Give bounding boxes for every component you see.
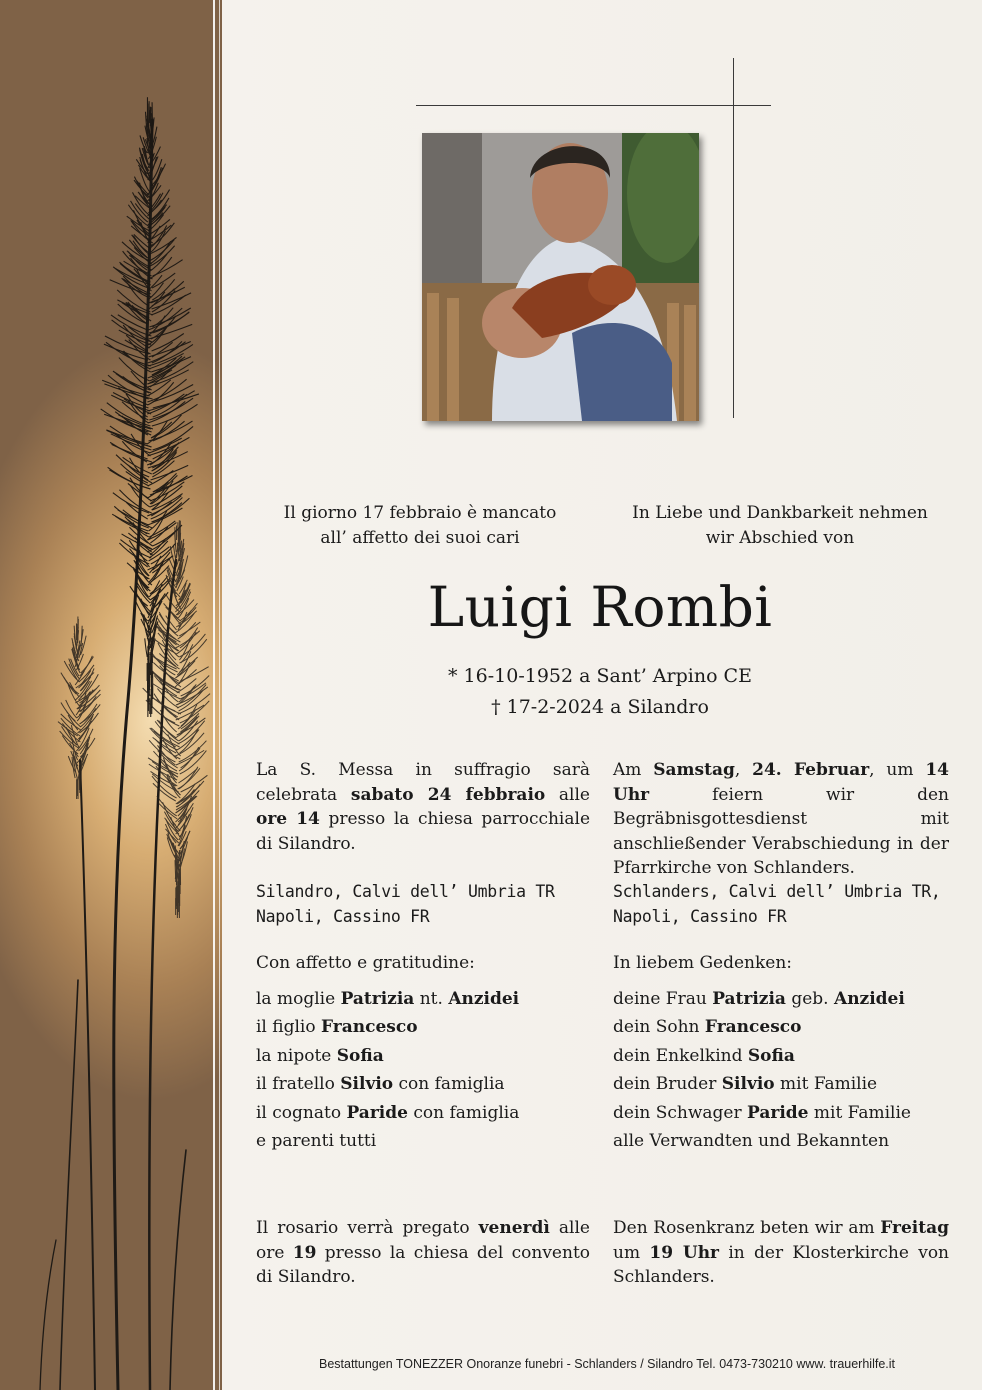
text: alle ore bbox=[256, 1218, 590, 1263]
mourner-relation: deine Frau bbox=[613, 989, 713, 1009]
bold-text: ore 14 bbox=[256, 809, 320, 829]
rosary-italian bbox=[256, 1216, 590, 1290]
mourners-list-italian bbox=[256, 985, 590, 1155]
band-divider-line bbox=[213, 0, 215, 1390]
mourner-relation: mit Familie bbox=[808, 1102, 911, 1123]
bold-text: Samstag bbox=[653, 760, 735, 780]
mourner-line bbox=[613, 1070, 949, 1098]
mourner-line bbox=[613, 1127, 949, 1155]
mourner-name: Patrizia bbox=[340, 989, 415, 1009]
mass-german bbox=[613, 758, 949, 881]
text: La S. Messa in suffragio sarà celebrata bbox=[256, 760, 590, 805]
mourner-line bbox=[256, 1013, 590, 1041]
mourner-name: Anzidei bbox=[834, 989, 905, 1009]
cross-horizontal-line bbox=[416, 105, 771, 106]
bold-text: sabato 24 febbraio bbox=[350, 784, 546, 805]
death-date: † 17-2-2024 a Silandro bbox=[491, 696, 709, 718]
mourner-line bbox=[613, 1099, 949, 1127]
mourner-relation: il fratello bbox=[256, 1074, 341, 1095]
mourner-name: Patrizia bbox=[712, 989, 786, 1009]
mourner-name: Silvio bbox=[340, 1074, 394, 1095]
mourner-relation: dein Bruder bbox=[613, 1074, 722, 1095]
bold-text: 19 Uhr bbox=[649, 1242, 720, 1263]
rosary-german bbox=[613, 1216, 949, 1290]
text: Il rosario verrà pregato bbox=[256, 1218, 479, 1238]
intro-italian-line: Il giorno 17 febbraio è mancato bbox=[283, 503, 557, 523]
mourner-name: Francesco bbox=[704, 1017, 802, 1038]
bold-text: venerdì bbox=[478, 1218, 550, 1238]
mourners-heading-german: In liebem Gedenken: bbox=[613, 953, 793, 973]
mourner-relation: e parenti tutti bbox=[256, 1130, 377, 1151]
text: um bbox=[613, 1242, 650, 1263]
intro-german-line: wir Abschied von bbox=[705, 528, 855, 548]
bold-text: Freitag bbox=[880, 1218, 949, 1238]
intro-italian-line: all’ affetto dei suoi cari bbox=[320, 528, 520, 548]
mourner-relation: il cognato bbox=[256, 1102, 347, 1123]
mourner-name: Paride bbox=[747, 1102, 809, 1123]
mourner-line bbox=[613, 1042, 949, 1070]
mass-italian bbox=[256, 758, 590, 856]
text: alle bbox=[545, 784, 590, 805]
text: feiern wir den Begräbnisgottesdienst mit anschließender Verabschiedung in der Pfarrkirche von Schlanders. bbox=[613, 784, 949, 878]
mourner-relation: nt. bbox=[414, 989, 449, 1009]
bold-text: 24. Februar bbox=[752, 760, 870, 780]
mourner-line bbox=[613, 985, 949, 1013]
text: , um bbox=[869, 760, 926, 780]
places-line: Napoli, Cassino FR bbox=[613, 906, 787, 926]
mourner-line bbox=[256, 1099, 590, 1127]
text: , bbox=[734, 760, 753, 780]
funeral-home-footer: Bestattungen TONEZZER Onoranze funebri - Schlanders / Silandro Tel. 0473-730210 www. trauerhilfe.it bbox=[318, 1357, 895, 1371]
mourner-relation: dein Sohn bbox=[613, 1017, 705, 1038]
mourner-line bbox=[256, 985, 590, 1013]
mourner-line bbox=[256, 1070, 590, 1098]
intro-italian bbox=[270, 501, 570, 551]
places-line: Silandro, Calvi dell’ Umbria TR bbox=[256, 882, 555, 901]
text: Am bbox=[613, 760, 654, 780]
intro-german bbox=[620, 501, 940, 551]
intro-german-line: In Liebe und Dankbarkeit nehmen bbox=[632, 503, 928, 523]
mourner-name: Paride bbox=[346, 1102, 408, 1123]
cross-vertical-line bbox=[733, 58, 734, 418]
mourners-heading-italian: Con affetto e gratitudine: bbox=[256, 953, 475, 973]
text: in der Klosterkirche von Schlanders. bbox=[613, 1242, 949, 1287]
deceased-name: Luigi Rombi bbox=[427, 575, 773, 639]
places-line: Napoli, Cassino FR bbox=[256, 906, 430, 926]
mourner-name: Francesco bbox=[321, 1017, 418, 1038]
bold-text: 14 Uhr bbox=[613, 760, 949, 805]
mourner-relation: con famiglia bbox=[407, 1102, 520, 1123]
mourners-list-german bbox=[613, 985, 949, 1155]
mourner-relation: con famiglia bbox=[393, 1074, 505, 1095]
places-line: Schlanders, Calvi dell’ Umbria TR, bbox=[613, 882, 941, 901]
pampas-grass-illustration bbox=[0, 0, 222, 1390]
mourner-relation: dein Schwager bbox=[613, 1102, 748, 1123]
mourner-line bbox=[256, 1042, 590, 1070]
mourner-name: Sofia bbox=[336, 1045, 384, 1066]
life-dates bbox=[350, 661, 850, 723]
mourner-relation: geb. bbox=[785, 989, 834, 1009]
mourner-relation: il figlio bbox=[256, 1017, 322, 1038]
mourner-relation: alle Verwandten und Bekannten bbox=[613, 1130, 890, 1151]
mourner-name: Anzidei bbox=[448, 989, 520, 1009]
mourner-relation: la moglie bbox=[256, 989, 341, 1009]
text: Den Rosenkranz beten wir am bbox=[613, 1218, 881, 1238]
band-divider-line-thin bbox=[219, 0, 220, 1390]
mourner-name: Silvio bbox=[721, 1074, 775, 1095]
mourner-line bbox=[256, 1127, 590, 1155]
mourner-name: Sofia bbox=[747, 1045, 795, 1066]
text: presso la chiesa del convento di Silandro. bbox=[256, 1242, 591, 1287]
places-italian bbox=[256, 880, 590, 929]
bold-text: 19 bbox=[292, 1242, 317, 1263]
places-german bbox=[613, 880, 949, 929]
portrait-photo bbox=[422, 133, 699, 421]
text: presso la chiesa parrocchiale di Silandro. bbox=[256, 809, 590, 854]
birth-date: * 16-10-1952 a Sant’ Arpino CE bbox=[448, 665, 752, 687]
mourner-line bbox=[613, 1013, 949, 1041]
mourner-relation: la nipote bbox=[256, 1045, 337, 1066]
mourner-relation: dein Enkelkind bbox=[613, 1045, 748, 1066]
mourner-relation: mit Familie bbox=[774, 1074, 878, 1095]
